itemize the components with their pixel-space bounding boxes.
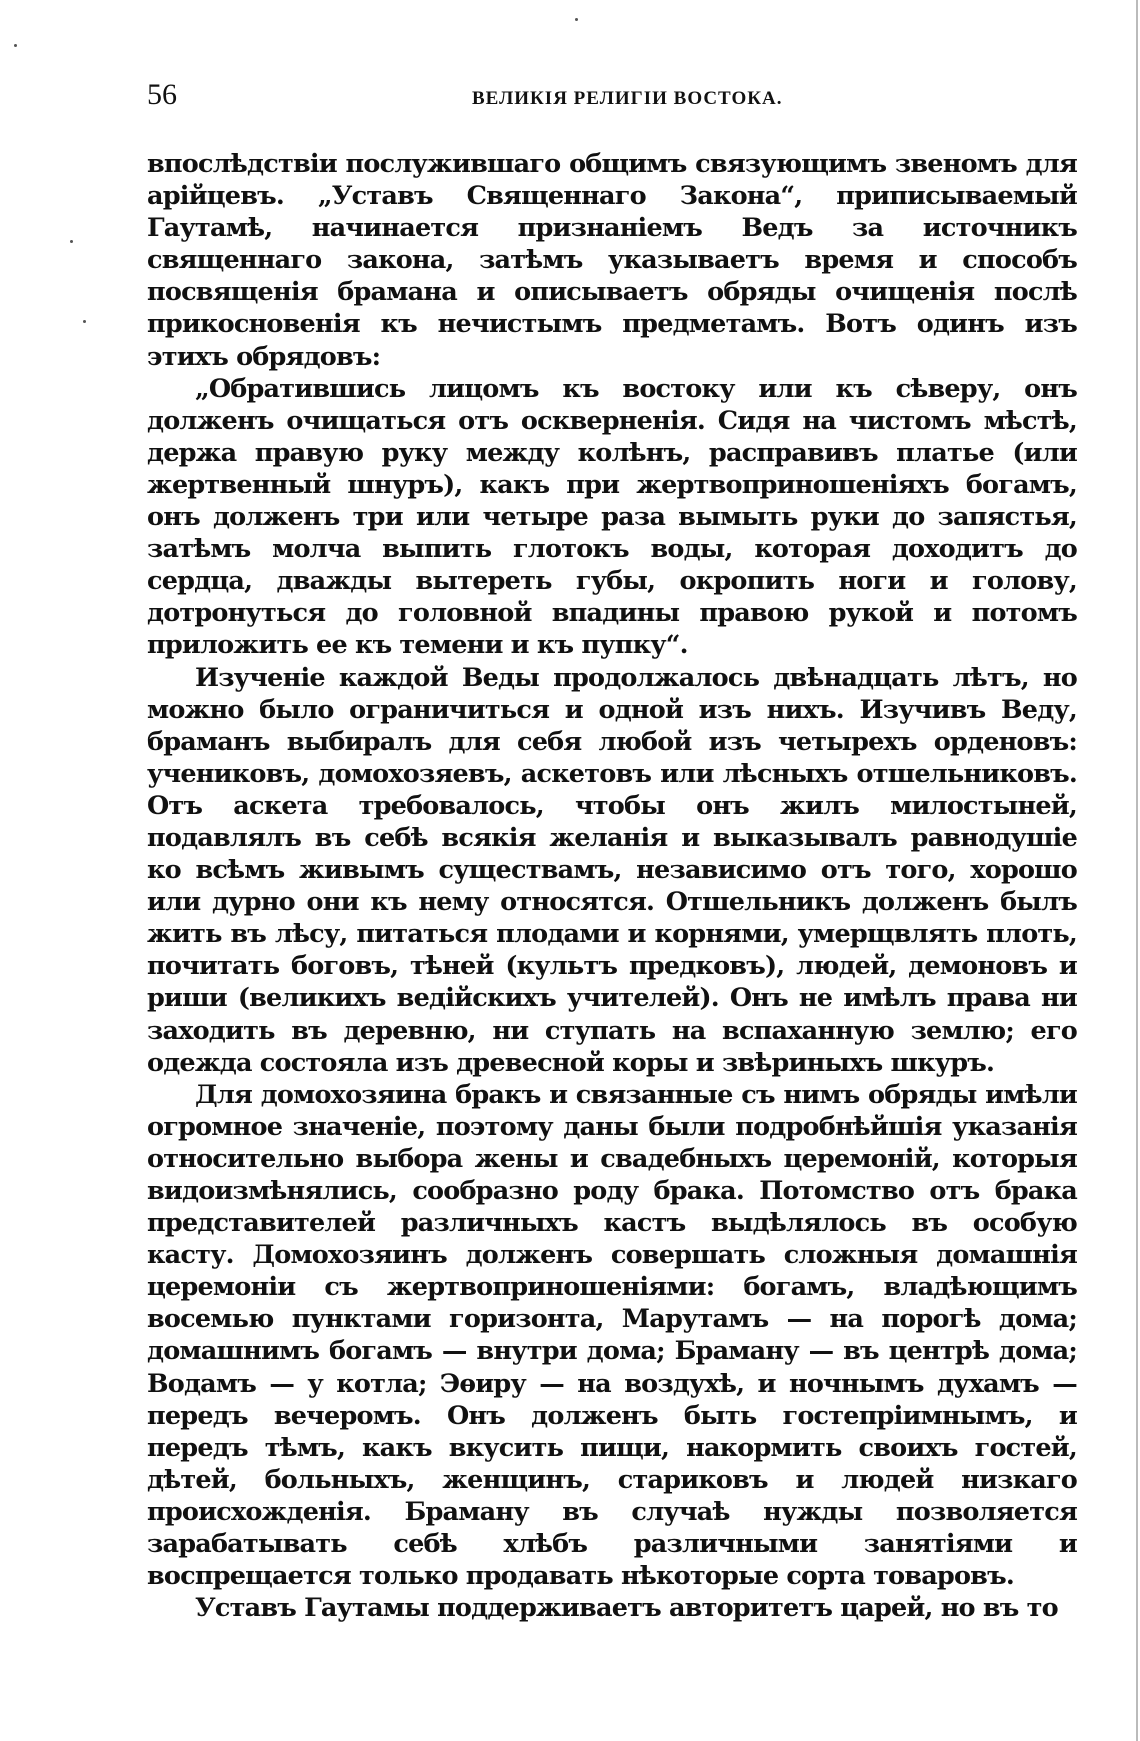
- paragraph-1: впослѣдствіи послужившаго общимъ связующимъ звеномъ для арійцевъ. „Уставъ Священнаго Закона“, приписываемый Гаутамѣ, начинается признаніемъ Ведъ за источникъ священнаго закона, затѣмъ указываетъ время и способъ посвященія брамана и описываетъ обряды очищенія послѣ прикосновенія къ нечистымъ предметамъ. Вотъ одинъ изъ этихъ обрядовъ:: [147, 149, 1077, 372]
- paragraph-3: Изученіе каждой Веды продолжалось двѣнадцать лѣтъ, но можно было ограничиться и одной изъ нихъ. Изучивъ Веду, браманъ выбиралъ для себя любой изъ четырехъ орденовъ: учениковъ, домохозяевъ, аскетовъ или лѣсныхъ отшельниковъ. Отъ аскета требовалось, чтобы онъ жилъ милостыней, подавлялъ въ себѣ всякія желанія и выказывалъ равнодушіе ко всѣмъ живымъ существамъ, независимо отъ того, хорошо или дурно они къ нему относятся. Отшельникъ долженъ былъ жить въ лѣсу, питаться плодами и корнями, умерщвлять плоть, почитать боговъ, тѣней (культъ предковъ), людей, демоновъ и риши (великихъ ведійскихъ учителей). Онъ не имѣлъ права ни заходить въ деревню, ни ступать на вспаханную землю; его одежда состояла изъ древесной коры и звѣриныхъ шкуръ.: [147, 662, 1077, 1078]
- page-header: [147, 78, 1077, 118]
- scan-speck: [575, 18, 578, 21]
- scan-speck: [83, 320, 86, 323]
- page-number: 56: [147, 78, 177, 111]
- scan-edge-line: [1136, 0, 1138, 1741]
- scan-speck: [70, 240, 73, 243]
- paragraph-4: Для домохозяина бракъ и связанные съ нимъ обряды имѣли огромное значеніе, поэтому даны были подробнѣйшія указанія относительно выбора жены и свадебныхъ церемоній, которыя видоизмѣнялись, сообразно роду брака. Потомство отъ брака представителей различныхъ кастъ выдѣлялось въ особую касту. Домохозяинъ долженъ совершать сложныя домашнія церемоніи съ жертвоприношеніями: богамъ, владѣющимъ восемью пунктами горизонта, Марутамъ — на порогѣ дома; домашнимъ богамъ — внутри дома; Браману — въ центрѣ дома; Водамъ — у котла; Эѳиру — на воздухѣ, и ночнымъ духамъ — передъ вечеромъ. Онъ долженъ быть гостепріимнымъ, и передъ тѣмъ, какъ вкусить пищи, накормить своихъ гостей, дѣтей, больныхъ, женщинъ, стариковъ и людей низкаго происхожденія. Браману въ случаѣ нужды позволяется зарабатывать себѣ хлѣбъ различными занятіями и воспрещается только продавать нѣкоторые сорта товаровъ.: [147, 1079, 1077, 1592]
- scan-speck: [14, 44, 17, 47]
- running-head: ВЕЛИКІЯ РЕЛИГІИ ВОСТОКА.: [472, 88, 783, 109]
- paragraph-2: „Обратившись лицомъ къ востоку или къ сѣверу, онъ долженъ очищаться отъ оскверненія. Сидя на чистомъ мѣстѣ, держа правую руку между колѣнъ, расправивъ платье (или жертвенный шнуръ), какъ при жертвоприношеніяхъ богамъ, онъ долженъ три или четыре раза вымыть руки до запястья, затѣмъ молча выпить глотокъ воды, которая доходитъ до сердца, дважды вытереть губы, окропить ноги и голову, дотронуться до головной впадины правою рукой и потомъ приложить ее къ темени и къ пупку“.: [147, 373, 1077, 661]
- body-text: [147, 148, 1077, 1624]
- paragraph-5: Уставъ Гаутамы поддерживаетъ авторитетъ царей, но въ то: [195, 1593, 1058, 1624]
